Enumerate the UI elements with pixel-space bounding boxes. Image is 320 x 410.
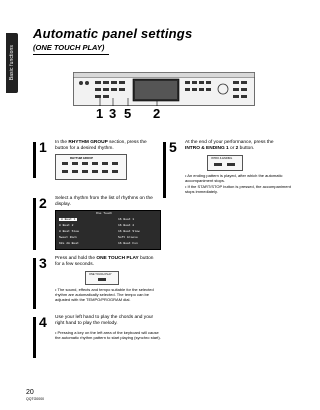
rhythm-list-display — [55, 210, 161, 250]
step-3-text — [55, 256, 159, 268]
display-row-4-left[interactable]: Sweet Rock — [59, 236, 78, 239]
step-4 — [33, 315, 163, 360]
keyboard-panel-drawing — [73, 72, 255, 106]
display-row-1-right[interactable]: 16 Beat 1 — [118, 218, 135, 221]
step-5-text-bold: INTRO & ENDING 1 — [185, 146, 229, 152]
step-3 — [33, 256, 163, 311]
step-3-notes — [55, 287, 163, 303]
title-underline — [33, 54, 109, 55]
display-row-4-right[interactable]: Soft Groove — [118, 236, 138, 239]
rhythm-group-label: RHYTHM GROUP — [70, 156, 93, 160]
step-4-notes — [55, 330, 163, 341]
step-2-bar — [33, 198, 36, 250]
step-4-bullet: • Pressing a key on the left area of the keyboard will cause the automatic rhythm pattern to start playing (synchro start). — [55, 330, 161, 340]
step-5 — [163, 140, 293, 200]
page-title: Automatic panel settings — [33, 26, 193, 41]
intro-ending-panel — [207, 155, 243, 171]
document-code: QQTG0000 — [26, 397, 45, 401]
step-3-bullet: • The sound, effects and tempo suitable for the selected rhythm are automatically selected. The tempo can be adjusted with the TEMPO/PROGRAM dial. — [55, 287, 154, 302]
display-row-5-right[interactable]: 16 Beat Fun — [118, 242, 138, 245]
display-row-2-right[interactable]: 16 Beat 2 — [118, 224, 135, 227]
step-5-bullet-2: • If the START/STOP button is pressed, the accompaniment stops immediately. — [185, 184, 291, 194]
step-4-bar — [33, 317, 36, 358]
intro-ending-label: INTRO & ENDING — [211, 157, 233, 160]
rhythm-buttons-drawing — [56, 155, 126, 179]
step-1-text-post: section, press the button for a desired rhythm. — [55, 140, 147, 152]
step-5-bar — [163, 142, 166, 198]
display-row-1-left[interactable]: 8 Beat 1 — [61, 218, 76, 221]
step-4-number: 4 — [39, 314, 47, 330]
one-touch-play-panel — [85, 271, 119, 285]
one-touch-play-button[interactable] — [98, 278, 106, 281]
page-number: 20 — [26, 389, 34, 396]
display-row-3-left[interactable]: 8 Beat Slow — [59, 230, 79, 233]
step-5-text-pre: At the end of your performance, press the — [185, 140, 274, 145]
step-5-text — [185, 140, 289, 152]
step-2 — [33, 196, 163, 252]
step-1-text — [55, 140, 159, 152]
section-side-tab — [6, 33, 18, 93]
step-5-bullet-2-text: If the START/STOP button is pressed, the accompaniment stops immediately. — [185, 184, 291, 194]
display-row-5-left[interactable]: 60s 2A Beat — [59, 242, 79, 245]
step-5-bullet-1-text: An ending pattern is played, after which the automatic accompaniment stops. — [185, 173, 283, 183]
instrument-panel-illustration — [73, 72, 255, 106]
callout-5: 5 — [124, 106, 132, 121]
step-5-text-bold2: 2 — [235, 146, 239, 152]
step-1 — [33, 140, 163, 180]
step-5-text-mid: or — [228, 146, 236, 152]
step-1-text-bold: RHYTHM GROUP — [68, 140, 108, 145]
step-5-bullet-1: • An ending pattern is played, after which the automatic accompaniment stops. — [185, 173, 283, 183]
page-subtitle: (ONE TOUCH PLAY) — [33, 43, 105, 52]
side-tab-label: Basic functions — [9, 45, 15, 81]
step-2-text: Select a rhythm from the list of rhythms on the display. — [55, 196, 153, 208]
callout-3: 3 — [109, 106, 117, 121]
display-row-3-right[interactable]: 16 Beat Slow — [118, 230, 140, 233]
intro-ending-1-button[interactable] — [214, 163, 222, 166]
step-5-text-post: button. — [238, 146, 255, 152]
callout-1: 1 — [96, 106, 104, 121]
step-3-number: 3 — [39, 255, 47, 271]
display-row-2-left[interactable]: 8 Beat 2 — [59, 224, 74, 227]
step-3-text-post: button for a few seconds. — [55, 256, 154, 268]
step-5-notes — [185, 173, 293, 195]
step-4-bullet-text: Pressing a key on the left area of the keyboard will cause the automatic rhythm pattern to start playing (synchro start). — [55, 330, 161, 340]
step-1-bar — [33, 142, 36, 178]
rhythm-group-panel — [55, 154, 127, 180]
step-3-text-bold: ONE TOUCH PLAY — [96, 256, 139, 261]
step-3-bullet-text: The sound, effects and tempo suitable for the selected rhythm are automatically selected. The tempo can be adjusted with the TEMPO/PROGRAM dial. — [55, 287, 154, 302]
step-2-number: 2 — [39, 195, 47, 211]
step-3-text-pre: Press and hold the — [55, 256, 97, 261]
step-1-number: 1 — [39, 139, 47, 155]
one-touch-play-label: ONE TOUCH PLAY — [89, 273, 112, 276]
callout-2: 2 — [153, 106, 161, 121]
step-5-number: 5 — [169, 139, 177, 155]
intro-ending-2-button[interactable] — [227, 163, 235, 166]
display-header: One Touch — [96, 212, 113, 215]
step-3-bar — [33, 258, 36, 309]
step-1-text-pre: In the — [55, 140, 69, 145]
step-4-text: Use your left hand to play the chords and your right hand to play the melody. — [55, 315, 154, 327]
